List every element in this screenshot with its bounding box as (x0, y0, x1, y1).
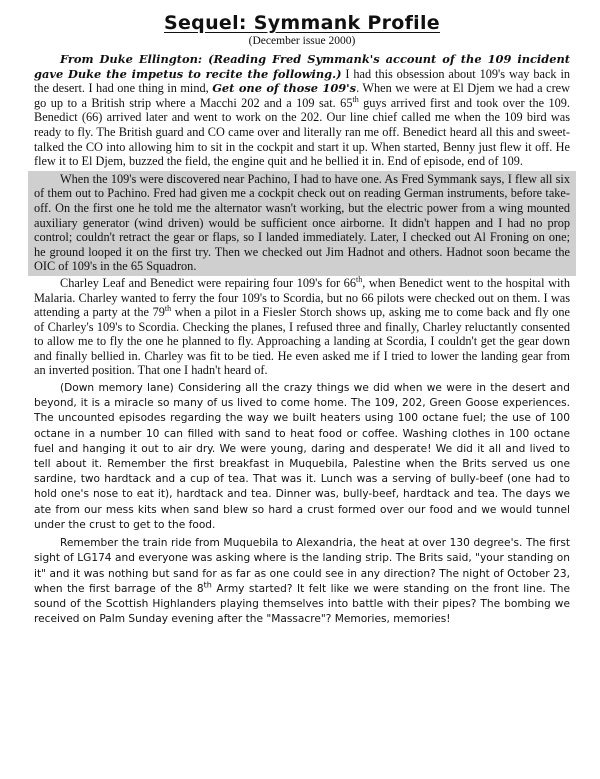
paragraph-3-text-c: when a pilot in a Fiesler Storch shows up, asking me to come back and fly one of Charley's 109's to Scordia. Checking the planes, I refused three and finally, Charley reluctantly consented to allow me to fly the one he planned to fly. Approaching a landing at Scordia, I couldn't get the gear down and finally bellied in. Charley was fit to be tied. He even asked me if I tried to lower the landing gear from an inverted position. That one I hadn't heard of. (34, 305, 570, 378)
paragraph-3-text-b: , when Benedict went to the hospital with Malaria. Charley wanted to ferry the four 109's to Scordia, but no 66 pilots were checked out on them. I was attending a party at the 79 (34, 275, 570, 320)
ordinal-suffix-2: th (164, 304, 172, 313)
issue-date: (December issue 2000) (248, 35, 356, 47)
paragraph-4-handwritten: (Down memory lane) Considering all the crazy things we did when we were in the desert and beyond, it is a miracle so many of us lived to come home. The 109, 202, Green Goose experiences. The uncounted episodes regarding the way we built heaters using 100 octane fuel; the use of 100 octane in a number 10 can filled with sand to heat food or coffee. Washing clothes in 100 octane fuel and hanging it out to air dry. We were young, daring and desperate! We did it all and lived to tell about it. Remember the first breakfast in Muquebila, Palestine when the Brits served us one sardine, two hardtack and a cup of tea. That was it. Lunch was a serving of bully-beef (one had to hold one's nose to eat it), hardtack and tea. Dinner was, bully-beef, hardtack and tea. The days we ate from our mess kits when sand blew so hard a crust formed over our food and we would tunnel under the crust to get to the food. (34, 382, 570, 531)
paragraph-5-handwritten (34, 536, 570, 627)
paragraph-3-text-a: Charley Leaf and Benedict were repairing four 109's for 66 (60, 275, 356, 290)
ordinal-suffix-3: th (203, 580, 212, 590)
paragraph-1-text-a: I had this obsession about 109's way back in the desert. I had one thing in mind, (34, 66, 571, 96)
ordinal-suffix: th (352, 94, 359, 104)
paragraph-1-text-b: . When we were at El Djem we had a crew go up to a British strip where a Macchi 202 and a 109 sat. (34, 81, 571, 110)
paragraph-1 (34, 52, 570, 169)
emphasis-text: Get one of those 109's (212, 81, 357, 96)
paragraph-2-shaded: When the 109's were discovered near Pachino, I had to have one. As Fred Symmank says, I flew all six of them out to Pachino. Fred had given me a cockpit check out on reading German instruments, before take-off. On the first one he told me the alternator wasn't working, but the electric power from a wing mounted auxiliary generator (wind driven) would be sufficient once airborne. It didn't happen and I had no prop control; couldn't retract the gear or flaps, so I landed immediately. Later, I checked out Al Froning on one; he ground looped it on the first try. Then we checked out Jim Hadnot and others. Hadnot soon became the OIC of 109's in the 65 Squadron. (28, 171, 576, 276)
paragraph-5-text-b: Army started? It felt like we were standing on the front line. The sound of the Scottish Highlanders playing themselves into battle with their pipes? The bombing we received on Palm Sunday evening after the "Massacre"? Memories, memories! (34, 582, 570, 626)
ordinal-suffix-1: th (355, 274, 363, 284)
squadron-number: 65 (340, 95, 353, 110)
paragraph-5-text-a: Remember the train ride from Muquebila to Alexandria, the heat at over 130 degree's. The first sight of LG174 and everyone was asking where is the landing strip. The Brits said, "your standing on it" and it was nothing but sand for as far as one could see in any direction? The night of October 23, when the first barrage of the 8 (34, 537, 570, 595)
paragraph-3 (34, 276, 570, 378)
page-title: Sequel: Symmank Profile (164, 12, 440, 34)
paragraph-1-text-c: guys arrived first and took over the 109. Benedict (66) arrived later and went to work on the 202. Our line chief called me when the 109 bird was ready to fly. The British guard and CO came over and literally ran me off. Benedict heard all this and sweet-talked the CO into allowing him to sit in the cockpit and start it up. When started, Benny just flew it off. He flew it to El Djem, buzzed the field, the engine quit and he bellied it in. End of episode, end of 109. (34, 95, 570, 169)
intro-note: From Duke Ellington: (Reading Fred Symmank's account of the 109 incident gave Duke the impetus to recite the following.) (34, 52, 570, 81)
